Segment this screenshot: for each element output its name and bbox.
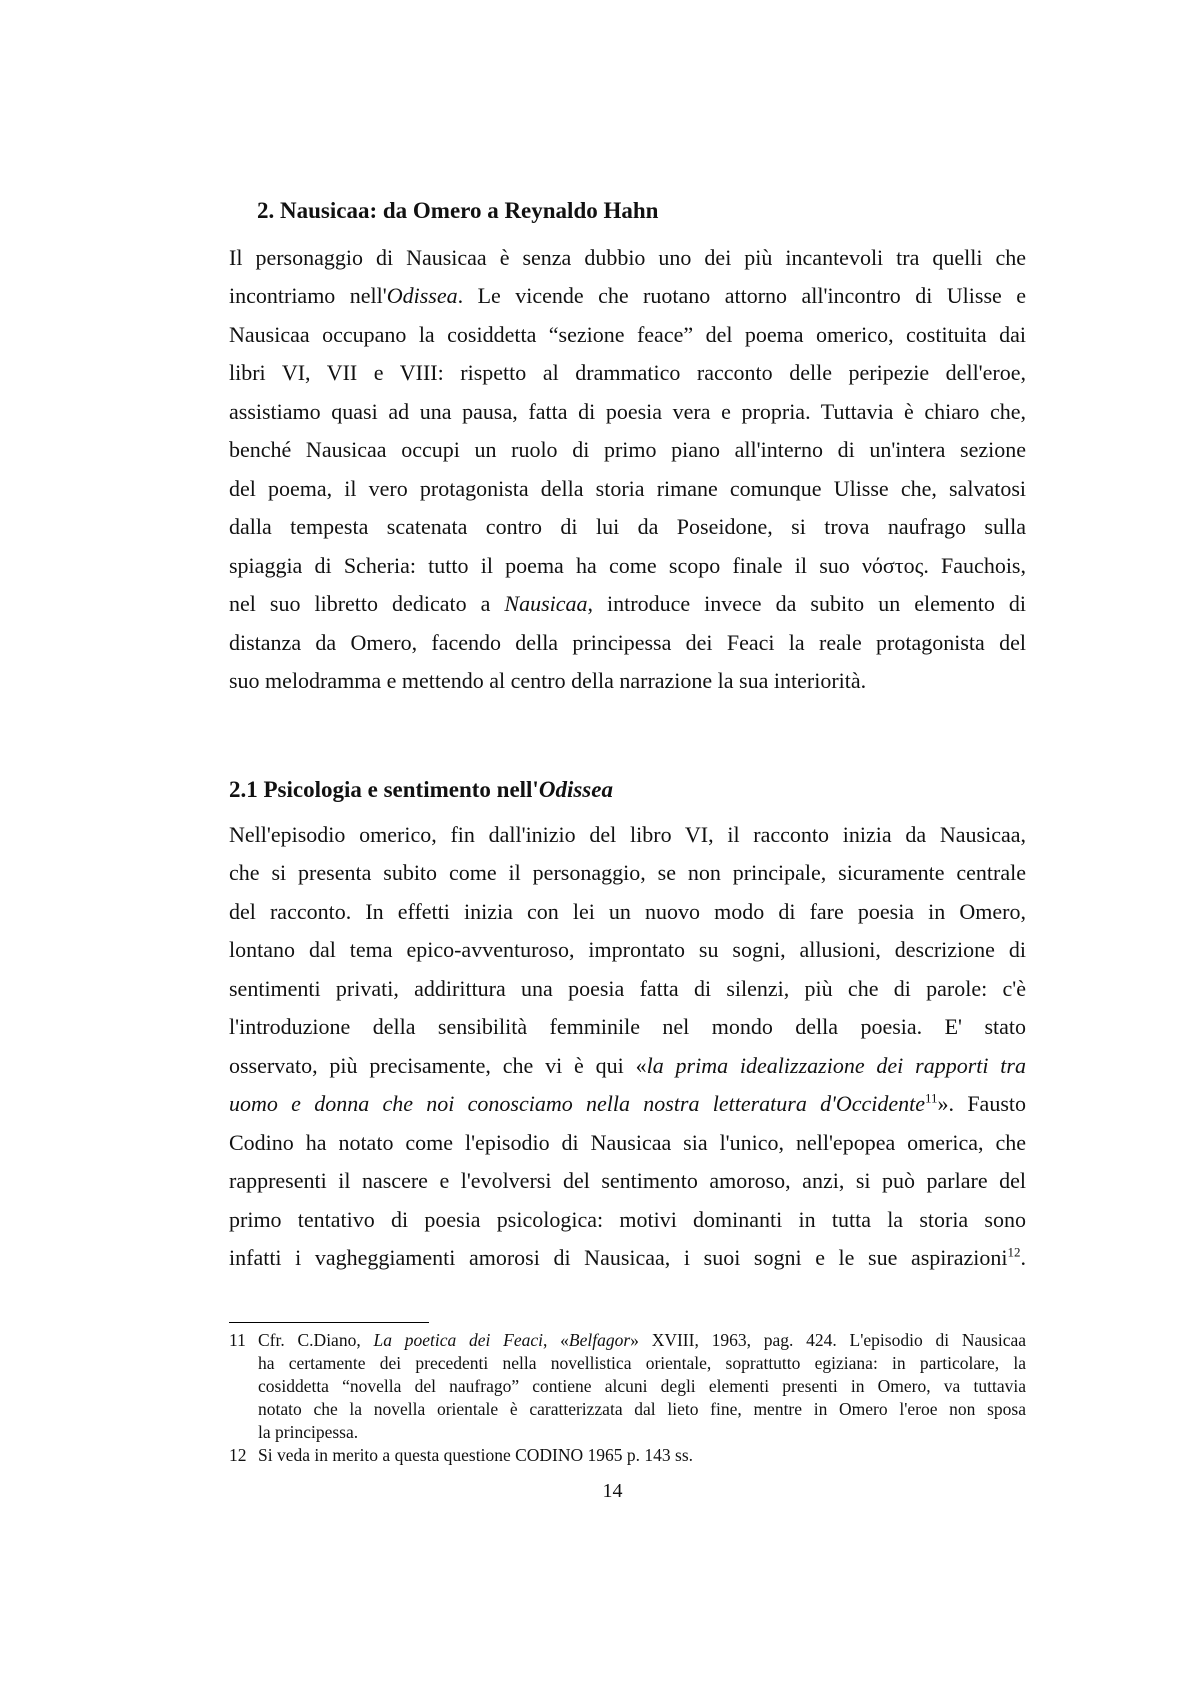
paragraph-1-line: libri VI, VII e VIII: rispetto al drammatico racconto delle peripezie dell'eroe, xyxy=(229,360,1026,385)
paragraph-1-line: Il personaggio di Nausicaa è senza dubbio uno dei più incantevoli tra quelli che xyxy=(229,245,1026,270)
paragraph-2-line: del racconto. In effetti inizia con lei un nuovo modo di fare poesia in Omero, xyxy=(229,899,1026,924)
paragraph-2-line: l'introduzione della sensibilità femminile nel mondo della poesia. E' stato xyxy=(229,1014,1026,1039)
footnote-line: notato che la novella orientale è caratterizzata dal lieto fine, mentre in Omero l'eroe non sposa xyxy=(258,1399,1026,1419)
paragraph-2-line: Nell'episodio omerico, fin dall'inizio del libro VI, il racconto inizia da Nausicaa, xyxy=(229,822,1026,847)
paragraph-1-line: del poema, il vero protagonista della storia rimane comunque Ulisse che, salvatosi xyxy=(229,476,1026,501)
footnote-line: ha certamente dei precedenti nella novellistica orientale, soprattutto egiziana: in particolare, la xyxy=(258,1353,1026,1373)
footnote-ref-12[interactable]: 12 xyxy=(1007,1244,1021,1260)
section-heading-1: 2. Nausicaa: da Omero a Reynaldo Hahn xyxy=(257,198,659,223)
paragraph-1-line: spiaggia di Scheria: tutto il poema ha come scopo finale il suo νόστος. Fauchois, xyxy=(229,553,1026,578)
paragraph-1-line: distanza da Omero, facendo della principessa dei Feaci la reale protagonista del xyxy=(229,630,1026,655)
paragraph-2-line: lontano dal tema epico-avventuroso, improntato su sogni, allusioni, descrizione di xyxy=(229,937,1026,962)
paragraph-1-line: dalla tempesta scatenata contro di lui da Poseidone, si trova naufrago sulla xyxy=(229,514,1026,539)
paragraph-2-line: che si presenta subito come il personaggio, se non principale, sicuramente centrale xyxy=(229,860,1026,885)
paragraph-2-line: Codino ha notato come l'episodio di Nausicaa sia l'unico, nell'epopea omerica, che xyxy=(229,1130,1026,1155)
paragraph-2-line: infatti i vagheggiamenti amorosi di Nausicaa, i suoi sogni e le sue aspirazioni$^{12}$. xyxy=(229,1244,1026,1270)
paragraph-2-line: rappresenti il nascere e l'evolversi del sentimento amoroso, anzi, si può parlare del xyxy=(229,1168,1026,1193)
paragraph-1-line: assistiamo quasi ad una pausa, fatta di poesia vera e propria. Tuttavia è chiaro che, xyxy=(229,399,1026,424)
page-number: 14 xyxy=(602,1480,623,1502)
paragraph-2-line: primo tentativo di poesia psicologica: motivi dominanti in tutta la storia sono xyxy=(229,1207,1026,1232)
paragraph-2-line: sentimenti privati, addirittura una poesia fatta di silenzi, più che di parole: c'è xyxy=(229,976,1026,1001)
footnote-line: cosiddetta “novella del naufrago” contiene alcuni degli elementi presenti in Omero, va tuttavia xyxy=(258,1376,1026,1396)
paragraph-1-line: incontriamo nell'Odissea. Le vicende che ruotano attorno all'incontro di Ulisse e xyxy=(229,283,1026,308)
paragraph-2-line: uomo e donna che noi conosciamo nella nostra letteratura d'Occidente$^{11}$». Fausto xyxy=(229,1090,1026,1116)
footnote-line: Si veda in merito a questa questione CODINO 1965 p. 143 ss. xyxy=(258,1445,694,1465)
footnote-ref-11[interactable]: 11 xyxy=(925,1090,938,1106)
section-heading-2: 2.1 Psicologia e sentimento nell'Odissea xyxy=(229,777,613,802)
footnote-separator xyxy=(229,1322,429,1323)
footnote-number: 12 xyxy=(229,1445,247,1465)
paragraph-1-line: Nausicaa occupano la cosiddetta “sezione feace” del poema omerico, costituita dai xyxy=(229,322,1026,347)
footnote-number: 11 xyxy=(229,1330,246,1350)
paragraph-1-line: nel suo libretto dedicato a Nausicaa, introduce invece da subito un elemento di xyxy=(229,591,1027,616)
paragraph-1-line: suo melodramma e mettendo al centro della narrazione la sua interiorità. xyxy=(229,668,867,693)
footnote-line: Cfr. C.Diano, La poetica dei Feaci, «Belfagor» XVIII, 1963, pag. 424. L'episodio di Nausicaa xyxy=(258,1330,1026,1350)
paragraph-1-line: benché Nausicaa occupi un ruolo di primo piano all'interno di un'intera sezione xyxy=(229,437,1026,462)
paragraph-2-line: osservato, più precisamente, che vi è qui «la prima idealizzazione dei rapporti tra xyxy=(229,1053,1026,1078)
footnote-line: la principessa. xyxy=(258,1422,359,1442)
